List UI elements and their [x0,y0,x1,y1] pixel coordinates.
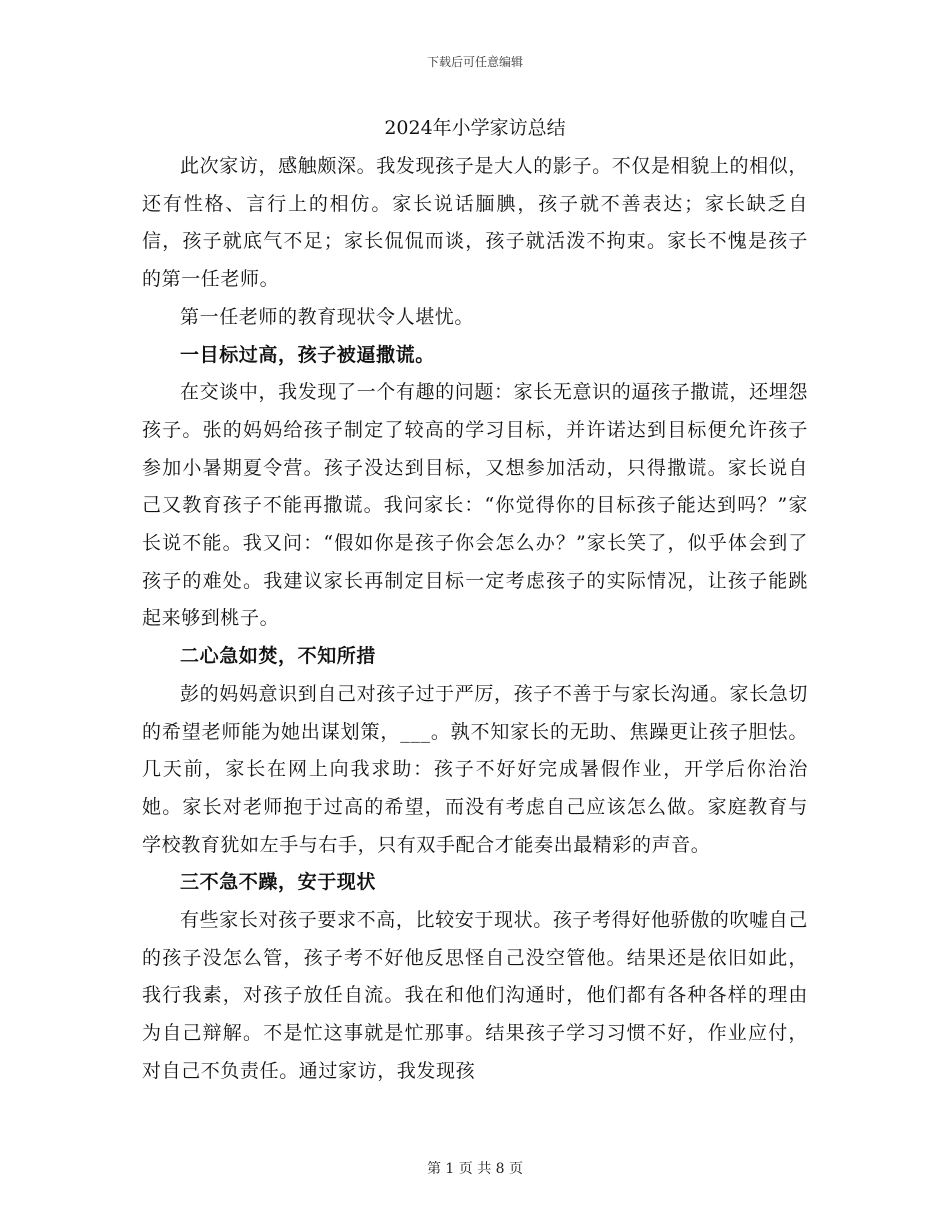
page-number: 第 1 页 共 8 页 [426,1161,524,1177]
paragraph-section-3: 有些家长对孩子要求不高，比较安于现状。孩子考得好他骄傲的吹嘘自己的孩子没怎么管，孩子考不好他反思怪自己没空管他。结果还是依旧如此，我行我素，对孩子放任自流。我在和他们沟通时，他们都有各种各样的理由为自己辩解。不是忙这事就是忙那事。结果孩子学习习惯不好，作业应付，对自己不负责任。通过家访，我发现孩 [142,909,808,1082]
paragraph-intro: 此次家访，感触颇深。我发现孩子是大人的影子。不仅是相貌上的相似，还有性格、言行上的相仿。家长说话腼腆，孩子就不善表达；家长缺乏自信，孩子就底气不足；家长侃侃而谈，孩子就活泼不拘束。家长不愧是孩子的第一任老师。 [142,155,808,291]
section-heading-1: 一目标过高，孩子被逼撒谎。 [180,343,435,366]
section-heading-2: 二心急如焚，不知所措 [180,645,377,668]
paragraph-status: 第一任老师的教育现状令人堪忧。 [180,305,475,328]
document-body [142,108,808,1091]
paragraph-section-1: 在交谈中，我发现了一个有趣的问题：家长无意识的逼孩子撒谎，还埋怨孩子。张的妈妈给孩子制定了较高的学习目标，并许诺达到目标便允许孩子参加小暑期夏令营。孩子没达到目标，又想参加活动，只得撒谎。家长说自己又教育孩子不能再撒谎。我问家长：“你觉得你的目标孩子能达到吗？”家长说不能。我又问：“假如你是孩子你会怎么办？”家长笑了，似乎体会到了孩子的难处。我建议家长再制定目标一定考虑孩子的实际情况，让孩子能跳起来够到桃子。 [142,381,808,630]
header-note: 下载后可任意编辑 [426,55,523,69]
document-title: 2024年小学家访总结 [384,117,566,139]
paragraph-section-2: 彭的妈妈意识到自己对孩子过于严厉，孩子不善于与家长沟通。家长急切的希望老师能为她出谋划策，___。孰不知家长的无助、焦躁更让孩子胆怯。几天前，家长在网上向我求助：孩子不好好完成暑假作业，开学后你治治她。家长对老师抱于过高的希望，而没有考虑自己应该怎么做。家庭教育与学校教育犹如左手与右手，只有双手配合才能奏出最精彩的声音。 [142,682,808,856]
section-heading-3: 三不急不躁，安于现状 [180,871,377,894]
